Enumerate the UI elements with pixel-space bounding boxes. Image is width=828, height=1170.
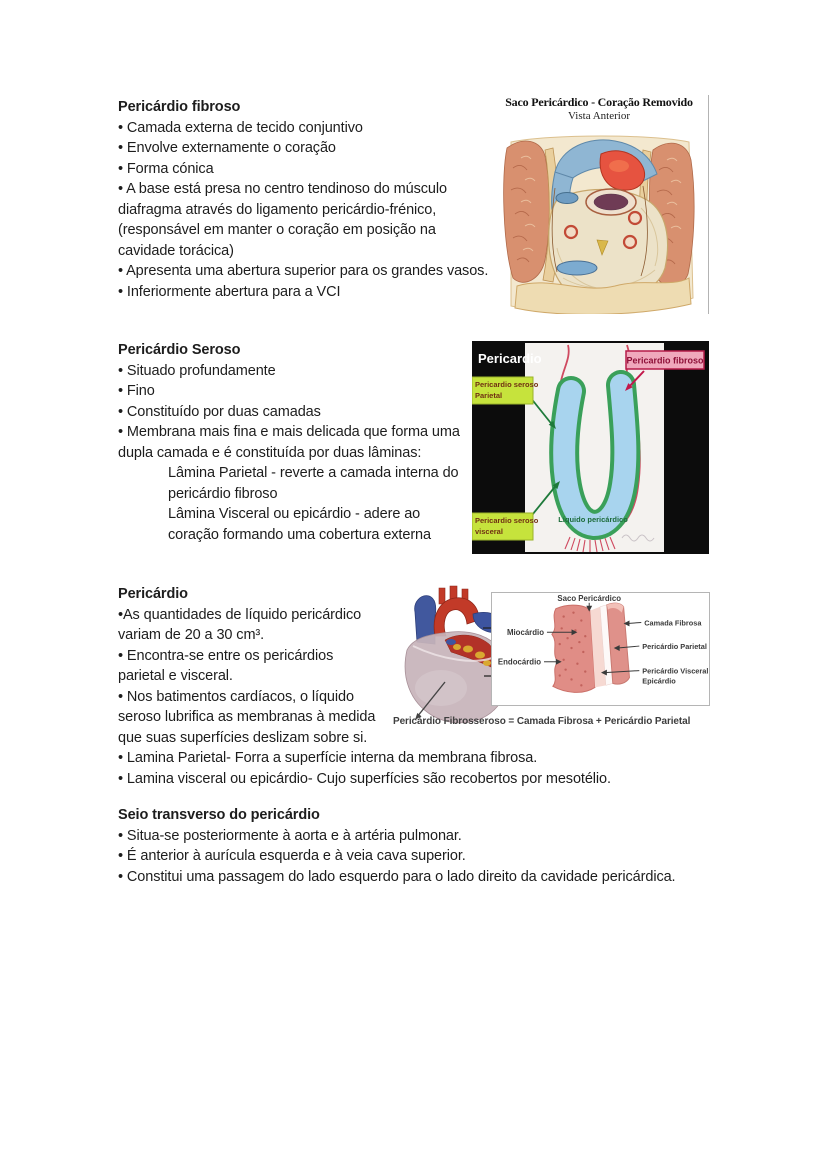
liquido-label: Líquido pericárdico: [558, 515, 628, 524]
figure-title: Saco Pericárdico - Coração Removido: [505, 95, 693, 109]
figure-caption: Pericárdio Fibrosseroso = Camada Fibrosa + Pericárdio Parietal: [393, 716, 691, 727]
bullet-line: • A base está presa no centro tendinoso do músculo: [118, 181, 447, 197]
section-heading: Seio transverso do pericárdio: [118, 807, 320, 823]
bullet-line: • Nos batimentos cardíacos, o líquido: [118, 688, 354, 705]
bullet-line: • Encontra-se entre os pericárdios: [118, 647, 334, 664]
figure-wall-layers: [491, 592, 710, 711]
bullet-line: diafragma através do ligamento pericárdio-frénico,: [118, 201, 437, 218]
bullet-line: cavidade torácica): [118, 242, 234, 259]
fibroso-label-box: [626, 351, 704, 369]
bullet-line: • Forma cónica: [118, 160, 214, 177]
section-heading: Pericárdio fibroso: [118, 99, 241, 115]
pericardio-diagram-illustration: [472, 341, 709, 554]
vessel-stump-small-1: [565, 226, 577, 238]
bullet-line: • Envolve externamente o coração: [118, 140, 336, 156]
bullet-line: dupla camada e é constituída por duas lâminas:: [118, 444, 422, 461]
bullet-line: • Situa-se posteriormente à aorta e à artéria pulmonar.: [118, 827, 462, 844]
label-miocardio: Miocárdio: [506, 628, 545, 638]
indented-line: Lâmina Parietal - reverte a camada interna do: [168, 465, 459, 481]
vein-stump-left: [556, 193, 578, 204]
aorta-shape: [434, 586, 479, 636]
svg-text:Pericardio seroso: Pericardio seroso: [475, 516, 539, 525]
vessel-stump-small-2: [629, 212, 641, 224]
bullet-line: • É anterior à aurícula esquerda e à veia cava superior.: [118, 848, 466, 864]
bullet-line: • Lamina Parietal- Forra a superfície interna da membrana fibrosa.: [118, 750, 538, 766]
section-heading: Pericárdio Seroso: [118, 342, 241, 358]
indented-line: pericárdio fibroso: [168, 485, 278, 502]
bullet-line: • Membrana mais fina e mais delicada que forma uma: [118, 424, 460, 440]
myocardium-slab: [552, 605, 595, 692]
label-saco-pericardico: Saco Pericárdico: [557, 593, 622, 603]
indented-line: Lâmina Visceral ou epicárdio - adere ao: [168, 506, 421, 522]
bullet-line: • Constitui uma passagem do lado esquerdo para o lado direito da cavidade pericárdica.: [118, 868, 676, 885]
figure-pericardial-sac: [490, 95, 709, 314]
section-pericardio-seroso: [118, 340, 478, 545]
label-pericardio-parietal: Pericárdio Parietal: [642, 642, 707, 651]
indented-line: coração formando uma cobertura externa: [168, 526, 431, 543]
label-pericardio-visceral: Pericárdio Visceral: [642, 666, 709, 676]
bullet-line: seroso lubrifica as membranas à medida: [118, 709, 376, 725]
section-pericardio: [118, 584, 408, 748]
section-seio-transverso: [118, 805, 778, 887]
bullet-line: parietal e visceral.: [118, 668, 233, 684]
pericardial-sac-illustration: [491, 128, 708, 314]
section-heading: Pericárdio: [118, 586, 188, 602]
label-epicardio: Epicárdio: [642, 676, 676, 686]
vessel-stump-small-3: [624, 236, 636, 248]
label-camada-fibrosa: Camada Fibrosa: [644, 618, 702, 628]
svg-text:Pericardio seroso: Pericardio seroso: [475, 380, 539, 389]
visceral-label-box: [472, 513, 539, 540]
svg-text:Parietal: Parietal: [475, 391, 503, 400]
bullet-line: •As quantidades de líquido pericárdico: [118, 606, 362, 623]
bullet-line: • Apresenta uma abertura superior para os grandes vasos.: [118, 263, 489, 279]
wall-layers-illustration: [491, 592, 710, 706]
bullet-line: • Fino: [118, 383, 155, 399]
bullet-line: • Constituído por duas camadas: [118, 403, 321, 420]
bullet-line: que suas superfícies deslizam sobre si.: [118, 729, 368, 746]
diagram-title: Pericardio: [478, 351, 542, 366]
svg-text:visceral: visceral: [475, 527, 503, 536]
svg-text:Pericardio fibroso: Pericardio fibroso: [626, 355, 704, 366]
bullet-line: • Situado profundamente: [118, 362, 276, 379]
parietal-label-box: [472, 377, 539, 404]
figure-subtitle: Vista Anterior: [568, 110, 630, 122]
aorta-highlight: [609, 160, 629, 172]
label-endocardio: Endocárdio: [497, 657, 542, 667]
lung-left-shape: [503, 141, 549, 282]
bullet-line: (responsável em manter o coração em posição na: [118, 222, 436, 238]
section-pericardio-wide-lines: [118, 748, 778, 789]
bullet-line: • Inferiormente abertura para a VCI: [118, 283, 341, 300]
figure-pericardio-diagram: [472, 341, 709, 554]
great-vessel-stump-lumen: [594, 194, 628, 210]
section-pericardio-fibroso: [118, 97, 498, 302]
bullet-line: • Lamina visceral ou epicárdio- Cujo superfícies são recobertos por mesotélio.: [118, 770, 611, 787]
bullet-line: variam de 20 a 30 cm³.: [118, 627, 265, 643]
bullet-line: • Camada externa de tecido conjuntivo: [118, 119, 363, 136]
inferior-vena-cava-stump: [557, 261, 597, 275]
